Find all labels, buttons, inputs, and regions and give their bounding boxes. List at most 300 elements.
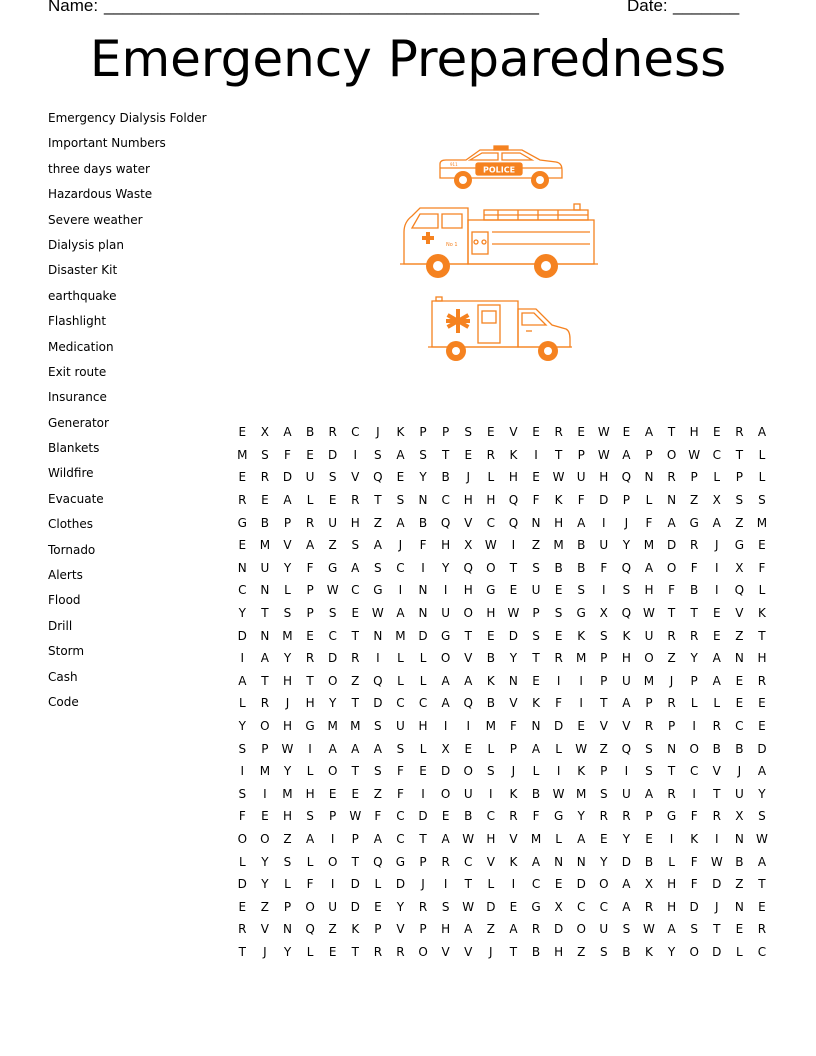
grid-letter[interactable]: T [600, 696, 608, 711]
grid-letter[interactable]: H [554, 944, 564, 959]
grid-letter[interactable]: R [644, 899, 654, 914]
grid-letter[interactable]: S [464, 425, 473, 440]
grid-letter[interactable]: Y [600, 854, 608, 869]
grid-letter[interactable]: D [328, 447, 338, 462]
grid-letter[interactable]: L [736, 944, 743, 959]
grid-letter[interactable]: R [238, 493, 247, 508]
grid-letter[interactable]: R [305, 515, 315, 530]
grid-letter[interactable]: I [714, 560, 719, 575]
grid-letter[interactable]: K [486, 673, 495, 688]
grid-letter[interactable]: O [689, 741, 699, 756]
grid-letter[interactable]: Y [283, 764, 292, 779]
grid-letter[interactable]: Y [577, 809, 585, 824]
grid-letter[interactable]: C [396, 696, 405, 711]
grid-letter[interactable]: G [689, 515, 699, 530]
grid-letter[interactable]: B [486, 651, 495, 666]
grid-letter[interactable]: C [712, 447, 721, 462]
grid-letter[interactable]: A [351, 560, 360, 575]
grid-letter[interactable]: D [689, 899, 699, 914]
grid-letter[interactable]: W [371, 606, 384, 621]
grid-letter[interactable]: J [714, 899, 719, 914]
grid-letter[interactable]: A [260, 651, 269, 666]
grid-letter[interactable]: S [735, 493, 744, 508]
grid-letter[interactable]: A [622, 447, 631, 462]
grid-letter[interactable]: S [283, 606, 292, 621]
grid-letter[interactable]: E [532, 673, 540, 688]
grid-letter[interactable]: I [556, 764, 561, 779]
grid-letter[interactable]: I [263, 786, 267, 801]
grid-letter[interactable]: V [464, 651, 473, 666]
grid-letter[interactable]: Y [261, 854, 269, 869]
grid-letter[interactable]: R [599, 809, 608, 824]
grid-letter[interactable]: R [486, 447, 495, 462]
grid-letter[interactable]: E [238, 425, 247, 440]
grid-letter[interactable]: P [329, 809, 337, 824]
grid-letter[interactable]: L [690, 696, 698, 711]
grid-letter[interactable]: E [374, 899, 382, 914]
grid-letter[interactable]: S [690, 922, 698, 937]
grid-letter[interactable]: A [441, 831, 450, 846]
grid-letter[interactable]: A [757, 854, 767, 869]
grid-letter[interactable]: O [463, 606, 473, 621]
grid-letter[interactable]: E [577, 425, 585, 440]
grid-letter[interactable]: Y [509, 651, 518, 666]
grid-letter[interactable]: C [689, 764, 699, 779]
grid-letter[interactable]: E [464, 741, 473, 756]
grid-letter[interactable]: I [353, 447, 358, 462]
grid-letter[interactable]: D [576, 877, 586, 892]
date-field[interactable]: _______ [673, 0, 740, 15]
grid-letter[interactable]: L [645, 493, 653, 508]
grid-letter[interactable]: Q [621, 470, 632, 485]
grid-letter[interactable]: T [351, 628, 359, 643]
grid-letter[interactable]: I [602, 515, 606, 530]
grid-letter[interactable]: R [644, 719, 654, 734]
grid-letter[interactable]: Z [735, 515, 744, 530]
grid-letter[interactable]: Z [531, 538, 541, 553]
grid-letter[interactable]: R [667, 628, 676, 643]
grid-letter[interactable]: R [260, 696, 270, 711]
grid-letter[interactable]: V [509, 696, 518, 711]
grid-letter[interactable]: V [622, 719, 631, 734]
grid-letter[interactable]: Z [260, 899, 269, 914]
grid-letter[interactable]: E [306, 447, 314, 462]
grid-letter[interactable]: V [441, 944, 450, 959]
grid-letter[interactable]: U [599, 538, 609, 553]
grid-letter[interactable]: Y [261, 877, 269, 892]
grid-letter[interactable]: I [624, 764, 629, 779]
grid-letter[interactable]: J [624, 515, 629, 530]
grid-letter[interactable]: T [667, 425, 676, 440]
grid-letter[interactable]: H [757, 651, 767, 666]
grid-letter[interactable]: G [734, 538, 745, 553]
grid-letter[interactable]: O [327, 673, 338, 688]
grid-letter[interactable]: S [261, 447, 269, 462]
grid-letter[interactable]: J [669, 673, 674, 688]
grid-letter[interactable]: A [644, 786, 654, 801]
grid-letter[interactable]: A [531, 854, 541, 869]
grid-letter[interactable]: R [328, 425, 337, 440]
grid-letter[interactable]: O [666, 560, 677, 575]
grid-letter[interactable]: P [419, 854, 427, 869]
grid-letter[interactable]: T [667, 764, 676, 779]
grid-letter[interactable]: G [666, 809, 677, 824]
grid-letter[interactable]: A [396, 515, 405, 530]
grid-letter[interactable]: S [645, 741, 653, 756]
grid-letter[interactable]: K [577, 764, 586, 779]
grid-letter[interactable]: H [282, 673, 292, 688]
grid-letter[interactable]: S [419, 447, 427, 462]
grid-letter[interactable]: Q [621, 606, 632, 621]
grid-letter[interactable]: A [644, 425, 654, 440]
grid-letter[interactable]: C [238, 583, 247, 598]
name-field[interactable]: ______________________________________________ [104, 0, 539, 15]
grid-letter[interactable]: K [758, 606, 766, 621]
grid-letter[interactable]: H [486, 831, 496, 846]
grid-letter[interactable]: L [306, 493, 314, 508]
grid-letter[interactable]: K [577, 628, 586, 643]
grid-letter[interactable]: J [376, 425, 380, 440]
grid-letter[interactable]: H [463, 583, 473, 598]
grid-letter[interactable]: S [599, 786, 608, 801]
grid-letter[interactable]: W [281, 741, 294, 756]
grid-letter[interactable]: N [667, 741, 677, 756]
grid-letter[interactable]: A [373, 538, 382, 553]
grid-letter[interactable]: I [330, 877, 335, 892]
grid-letter[interactable]: U [599, 922, 609, 937]
grid-letter[interactable]: M [553, 538, 564, 553]
grid-letter[interactable]: B [690, 583, 699, 598]
grid-letter[interactable]: V [712, 764, 721, 779]
grid-letter[interactable]: M [576, 786, 587, 801]
grid-letter[interactable]: K [396, 425, 405, 440]
grid-letter[interactable]: C [396, 831, 405, 846]
grid-letter[interactable]: Y [283, 651, 292, 666]
grid-letter[interactable]: Y [283, 560, 292, 575]
grid-letter[interactable]: D [599, 493, 609, 508]
grid-letter[interactable]: A [577, 831, 586, 846]
grid-letter[interactable]: R [735, 425, 744, 440]
grid-letter[interactable]: G [553, 809, 564, 824]
grid-letter[interactable]: F [645, 515, 653, 530]
grid-letter[interactable]: K [645, 944, 653, 959]
grid-letter[interactable]: P [306, 583, 314, 598]
grid-letter[interactable]: O [327, 764, 338, 779]
grid-letter[interactable]: X [644, 877, 654, 892]
grid-letter[interactable]: M [282, 786, 293, 801]
grid-letter[interactable]: L [555, 831, 562, 846]
grid-letter[interactable]: O [576, 922, 586, 937]
grid-letter[interactable]: S [374, 560, 382, 575]
grid-letter[interactable]: I [376, 651, 380, 666]
grid-letter[interactable]: V [396, 922, 405, 937]
grid-letter[interactable]: R [757, 922, 767, 937]
grid-letter[interactable]: P [600, 651, 608, 666]
grid-letter[interactable]: H [282, 719, 292, 734]
grid-letter[interactable]: T [464, 628, 472, 643]
grid-letter[interactable]: C [486, 809, 496, 824]
grid-letter[interactable]: D [508, 628, 519, 643]
grid-letter[interactable]: P [509, 741, 518, 756]
grid-letter[interactable]: A [396, 447, 405, 462]
grid-letter[interactable]: W [643, 922, 655, 937]
grid-letter[interactable]: K [509, 447, 518, 462]
grid-letter[interactable]: N [260, 628, 270, 643]
grid-letter[interactable]: E [487, 425, 495, 440]
grid-letter[interactable]: L [306, 854, 314, 869]
grid-letter[interactable]: F [690, 877, 698, 892]
grid-letter[interactable]: Z [373, 515, 382, 530]
grid-letter[interactable]: A [283, 493, 292, 508]
grid-letter[interactable]: T [464, 877, 472, 892]
grid-letter[interactable]: U [396, 719, 405, 734]
grid-letter[interactable]: E [645, 831, 653, 846]
grid-letter[interactable]: Q [440, 515, 451, 530]
grid-letter[interactable]: W [349, 809, 362, 824]
grid-letter[interactable]: H [441, 922, 451, 937]
grid-letter[interactable]: A [328, 741, 337, 756]
grid-letter[interactable]: O [418, 944, 428, 959]
grid-letter[interactable]: X [441, 741, 450, 756]
grid-letter[interactable]: O [260, 719, 270, 734]
grid-letter[interactable]: Q [621, 560, 632, 575]
grid-letter[interactable]: T [509, 560, 518, 575]
grid-letter[interactable]: K [509, 786, 518, 801]
grid-letter[interactable]: N [644, 470, 654, 485]
grid-letter[interactable]: P [306, 606, 314, 621]
grid-letter[interactable]: Y [238, 606, 246, 621]
grid-letter[interactable]: D [553, 922, 564, 937]
grid-letter[interactable]: P [690, 673, 698, 688]
grid-letter[interactable]: N [554, 854, 564, 869]
grid-letter[interactable]: R [712, 719, 721, 734]
grid-letter[interactable]: N [734, 831, 744, 846]
grid-letter[interactable]: S [622, 922, 631, 937]
grid-letter[interactable]: I [443, 719, 448, 734]
grid-letter[interactable]: T [351, 764, 359, 779]
grid-letter[interactable]: A [373, 831, 382, 846]
grid-letter[interactable]: H [350, 515, 360, 530]
grid-letter[interactable]: P [374, 922, 382, 937]
grid-letter[interactable]: P [645, 696, 653, 711]
grid-letter[interactable]: V [464, 515, 473, 530]
grid-letter[interactable]: S [374, 764, 382, 779]
grid-letter[interactable]: R [622, 809, 631, 824]
grid-letter[interactable]: A [644, 560, 654, 575]
grid-letter[interactable]: N [508, 673, 518, 688]
grid-letter[interactable]: E [758, 538, 766, 553]
grid-letter[interactable]: H [418, 719, 428, 734]
grid-letter[interactable]: W [484, 538, 497, 553]
grid-letter[interactable]: F [532, 493, 540, 508]
grid-letter[interactable]: J [398, 538, 403, 553]
grid-letter[interactable]: S [396, 741, 405, 756]
grid-letter[interactable]: Q [373, 673, 383, 688]
grid-letter[interactable]: W [756, 831, 768, 846]
grid-letter[interactable]: J [511, 764, 516, 779]
grid-letter[interactable]: A [712, 651, 721, 666]
grid-letter[interactable]: A [305, 831, 315, 846]
grid-letter[interactable]: C [735, 719, 744, 734]
grid-letter[interactable]: T [735, 447, 744, 462]
grid-letter[interactable]: K [509, 854, 518, 869]
grid-letter[interactable]: M [282, 628, 293, 643]
grid-letter[interactable]: P [351, 831, 359, 846]
grid-letter[interactable]: B [577, 560, 586, 575]
grid-letter[interactable]: Z [690, 493, 699, 508]
grid-letter[interactable]: J [263, 944, 267, 959]
grid-letter[interactable]: D [282, 470, 293, 485]
grid-letter[interactable]: N [237, 560, 247, 575]
grid-letter[interactable]: Y [690, 651, 698, 666]
grid-letter[interactable]: E [532, 425, 540, 440]
grid-letter[interactable]: A [283, 425, 292, 440]
grid-letter[interactable]: S [306, 809, 314, 824]
grid-letter[interactable]: A [757, 764, 767, 779]
grid-letter[interactable]: H [508, 470, 518, 485]
grid-letter[interactable]: W [575, 741, 588, 756]
grid-letter[interactable]: S [238, 741, 247, 756]
grid-letter[interactable]: G [395, 854, 406, 869]
grid-letter[interactable]: I [443, 583, 448, 598]
grid-letter[interactable]: P [419, 922, 427, 937]
grid-letter[interactable]: B [531, 944, 541, 959]
grid-letter[interactable]: H [667, 899, 677, 914]
grid-letter[interactable]: V [599, 719, 608, 734]
grid-letter[interactable]: F [555, 696, 563, 711]
grid-letter[interactable]: C [464, 854, 473, 869]
grid-letter[interactable]: V [351, 470, 360, 485]
grid-letter[interactable]: F [397, 764, 404, 779]
grid-letter[interactable]: T [713, 786, 721, 801]
grid-letter[interactable]: T [758, 628, 766, 643]
grid-letter[interactable]: W [710, 854, 723, 869]
grid-letter[interactable]: I [714, 583, 719, 598]
grid-letter[interactable]: R [305, 651, 315, 666]
grid-letter[interactable]: E [758, 899, 766, 914]
grid-letter[interactable]: N [418, 583, 428, 598]
grid-letter[interactable]: Y [622, 538, 631, 553]
grid-letter[interactable]: H [599, 470, 609, 485]
grid-letter[interactable]: U [441, 606, 451, 621]
grid-letter[interactable]: O [260, 831, 270, 846]
grid-letter[interactable]: I [421, 786, 425, 801]
grid-letter[interactable]: L [487, 741, 495, 756]
grid-letter[interactable]: T [261, 673, 269, 688]
grid-letter[interactable]: Q [373, 854, 383, 869]
grid-letter[interactable]: P [577, 447, 585, 462]
grid-letter[interactable]: J [466, 470, 470, 485]
grid-letter[interactable]: O [440, 786, 451, 801]
grid-letter[interactable]: E [622, 425, 631, 440]
grid-letter[interactable]: E [735, 696, 744, 711]
grid-letter[interactable]: L [374, 877, 382, 892]
grid-letter[interactable]: R [351, 493, 360, 508]
grid-letter[interactable]: E [509, 583, 518, 598]
grid-letter[interactable]: N [734, 899, 744, 914]
grid-letter[interactable]: A [712, 673, 721, 688]
grid-letter[interactable]: X [599, 606, 608, 621]
grid-letter[interactable]: P [622, 493, 631, 508]
grid-letter[interactable]: W [597, 425, 610, 440]
grid-letter[interactable]: Y [419, 470, 427, 485]
grid-letter[interactable]: Y [329, 696, 337, 711]
grid-letter[interactable]: N [576, 854, 586, 869]
grid-letter[interactable]: M [395, 628, 406, 643]
grid-letter[interactable]: D [350, 877, 360, 892]
grid-letter[interactable]: E [712, 425, 721, 440]
grid-letter[interactable]: D [553, 719, 564, 734]
grid-letter[interactable]: D [237, 628, 247, 643]
grid-letter[interactable]: T [419, 831, 427, 846]
grid-letter[interactable]: L [306, 944, 314, 959]
grid-letter[interactable]: Q [463, 560, 473, 575]
grid-letter[interactable]: T [532, 651, 540, 666]
grid-letter[interactable]: E [600, 831, 608, 846]
grid-letter[interactable]: O [305, 899, 315, 914]
grid-letter[interactable]: A [667, 922, 676, 937]
grid-letter[interactable]: Q [508, 515, 519, 530]
grid-letter[interactable]: N [667, 493, 677, 508]
grid-letter[interactable]: N [531, 515, 541, 530]
grid-letter[interactable]: D [486, 899, 496, 914]
grid-letter[interactable]: S [532, 628, 540, 643]
grid-letter[interactable]: T [441, 447, 450, 462]
grid-letter[interactable]: P [667, 719, 676, 734]
grid-letter[interactable]: H [486, 493, 496, 508]
grid-letter[interactable]: F [758, 560, 766, 575]
grid-letter[interactable]: E [396, 470, 405, 485]
grid-letter[interactable]: I [579, 696, 583, 711]
grid-letter[interactable]: S [758, 809, 766, 824]
grid-letter[interactable]: R [667, 786, 676, 801]
grid-letter[interactable]: I [443, 877, 448, 892]
grid-letter[interactable]: F [600, 560, 608, 575]
grid-letter[interactable]: B [486, 696, 495, 711]
grid-letter[interactable]: A [622, 899, 631, 914]
grid-letter[interactable]: E [509, 899, 518, 914]
grid-letter[interactable]: A [441, 673, 450, 688]
grid-letter[interactable]: B [305, 425, 315, 440]
grid-letter[interactable]: S [238, 786, 247, 801]
grid-letter[interactable]: O [644, 651, 654, 666]
grid-letter[interactable]: I [556, 673, 561, 688]
grid-letter[interactable]: G [486, 583, 496, 598]
grid-letter[interactable]: C [441, 493, 450, 508]
grid-letter[interactable]: U [621, 673, 631, 688]
grid-letter[interactable]: U [463, 786, 473, 801]
grid-letter[interactable]: S [622, 583, 631, 598]
grid-letter[interactable]: V [464, 944, 473, 959]
grid-letter[interactable]: E [554, 628, 563, 643]
grid-letter[interactable]: I [579, 673, 583, 688]
grid-letter[interactable]: A [351, 741, 360, 756]
grid-letter[interactable]: N [260, 583, 270, 598]
grid-letter[interactable]: N [734, 651, 744, 666]
grid-letter[interactable]: H [282, 809, 292, 824]
grid-letter[interactable]: L [713, 696, 721, 711]
grid-letter[interactable]: I [714, 831, 719, 846]
grid-letter[interactable]: L [284, 583, 291, 598]
grid-letter[interactable]: B [735, 854, 744, 869]
grid-letter[interactable]: D [712, 944, 722, 959]
grid-letter[interactable]: Y [758, 786, 766, 801]
grid-letter[interactable]: U [621, 786, 631, 801]
grid-letter[interactable]: M [485, 719, 496, 734]
grid-letter[interactable]: I [466, 719, 470, 734]
grid-letter[interactable]: E [238, 899, 247, 914]
grid-letter[interactable]: I [308, 741, 312, 756]
